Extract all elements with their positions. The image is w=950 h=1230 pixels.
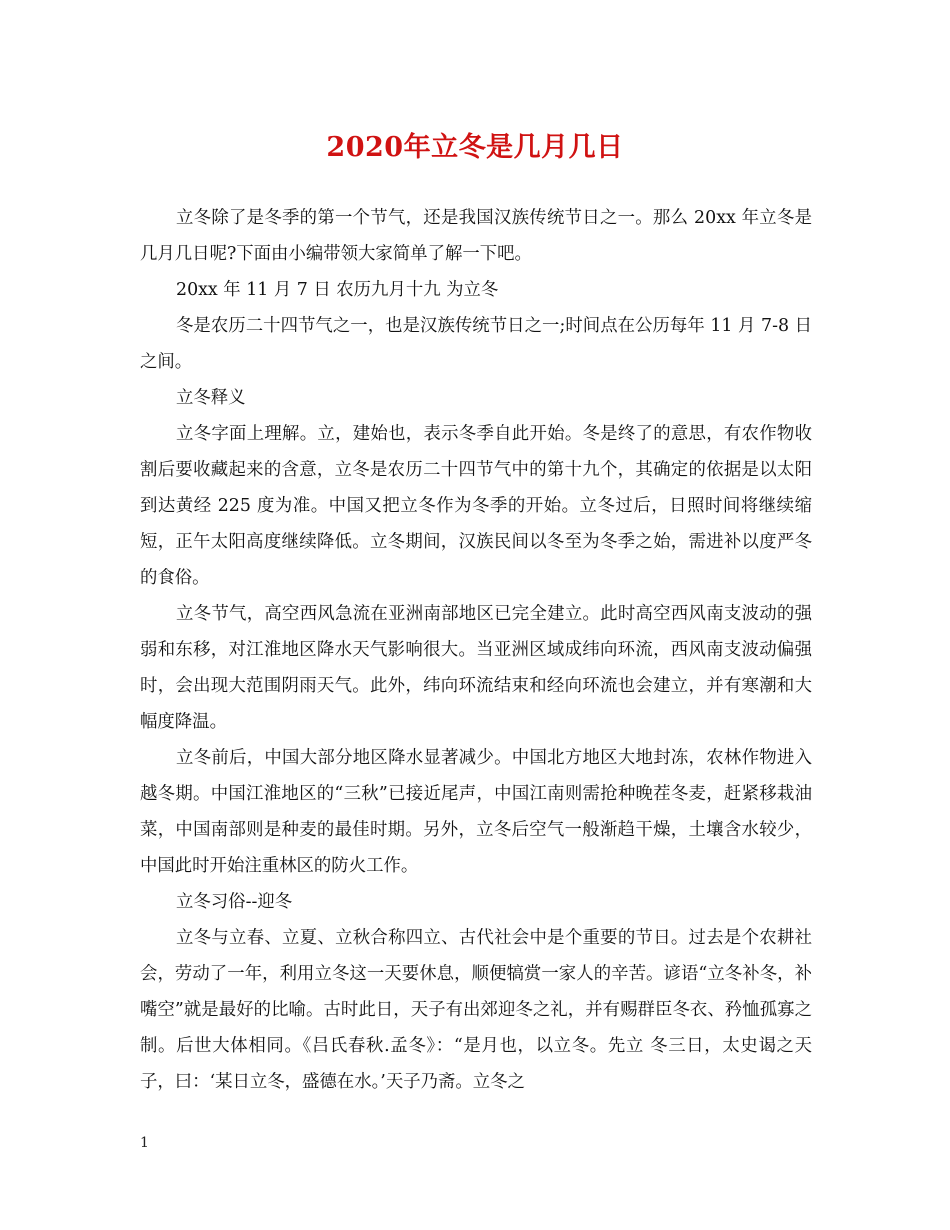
page-number: 1 [140, 1135, 149, 1151]
document-title: 2020年立冬是几月几日 [326, 132, 624, 163]
paragraph-solar-term: 冬是农历二十四节气之一，也是汉族传统节日之一;时间点在公历每年 11 月 7-8 日之间。 [140, 316, 812, 372]
paragraph-date: 20xx 年 11 月 7 日 农历九月十九 为立冬 [176, 280, 499, 300]
paragraph-agriculture: 立冬前后，中国大部分地区降水显著减少。中国北方地区大地封冻，农林作物进入越冬期。中国江淮地区的“三秋”已接近尾声，中国江南则需抢种晚茬冬麦，赶紧移栽油菜，中国南部则是种麦的最佳时期。另外，立冬后空气一般渐趋干燥，土壤含水较少，中国此时开始注重林区的防火工作。 [140, 748, 812, 876]
paragraph-climate: 立冬节气，高空西风急流在亚洲南部地区已完全建立。此时高空西风南支波动的强弱和东移，对江淮地区降水天气影响很大。当亚洲区域成纬向环流，西风南支波动偏强时，会出现大范围阴雨天气。此外，纬向环流结束和经向环流也会建立，并有寒潮和大幅度降温。 [140, 604, 812, 732]
section-heading-customs: 立冬习俗--迎冬 [176, 892, 293, 912]
paragraph-intro: 立冬除了是冬季的第一个节气，还是我国汉族传统节日之一。那么 20xx 年立冬是几月几日呢?下面由小编带领大家简单了解一下吧。 [140, 208, 812, 264]
paragraph-meaning: 立冬字面上理解。立，建始也，表示冬季自此开始。冬是终了的意思，有农作物收割后要收藏起来的含意，立冬是农历二十四节气中的第十九个，其确定的依据是以太阳到达黄经 225 度为准。中国又把立冬作为冬季的开始。立冬过后，日照时间将继续缩短，正午太阳高度继续降低。立冬期间，汉族民间以冬至为冬季之始，需进补以度严冬的食俗。 [140, 424, 812, 588]
document-body [140, 200, 812, 1100]
section-heading-meaning: 立冬释义 [176, 388, 246, 408]
paragraph-customs: 立冬与立春、立夏、立秋合称四立、古代社会中是个重要的节日。过去是个农耕社会，劳动了一年，利用立冬这一天要休息，顺便犒赏一家人的辛苦。谚语“立冬补冬，补嘴空”就是最好的比喻。古时此日，天子有出郊迎冬之礼，并有赐群臣冬衣、矜恤孤寡之制。后世大体相同。《吕氏春秋.孟冬》：“是月也，以立冬。先立 冬三日，太史谒之天子，曰：‘某日立冬，盛德在水。’天子乃斋。立冬之 [140, 928, 812, 1092]
